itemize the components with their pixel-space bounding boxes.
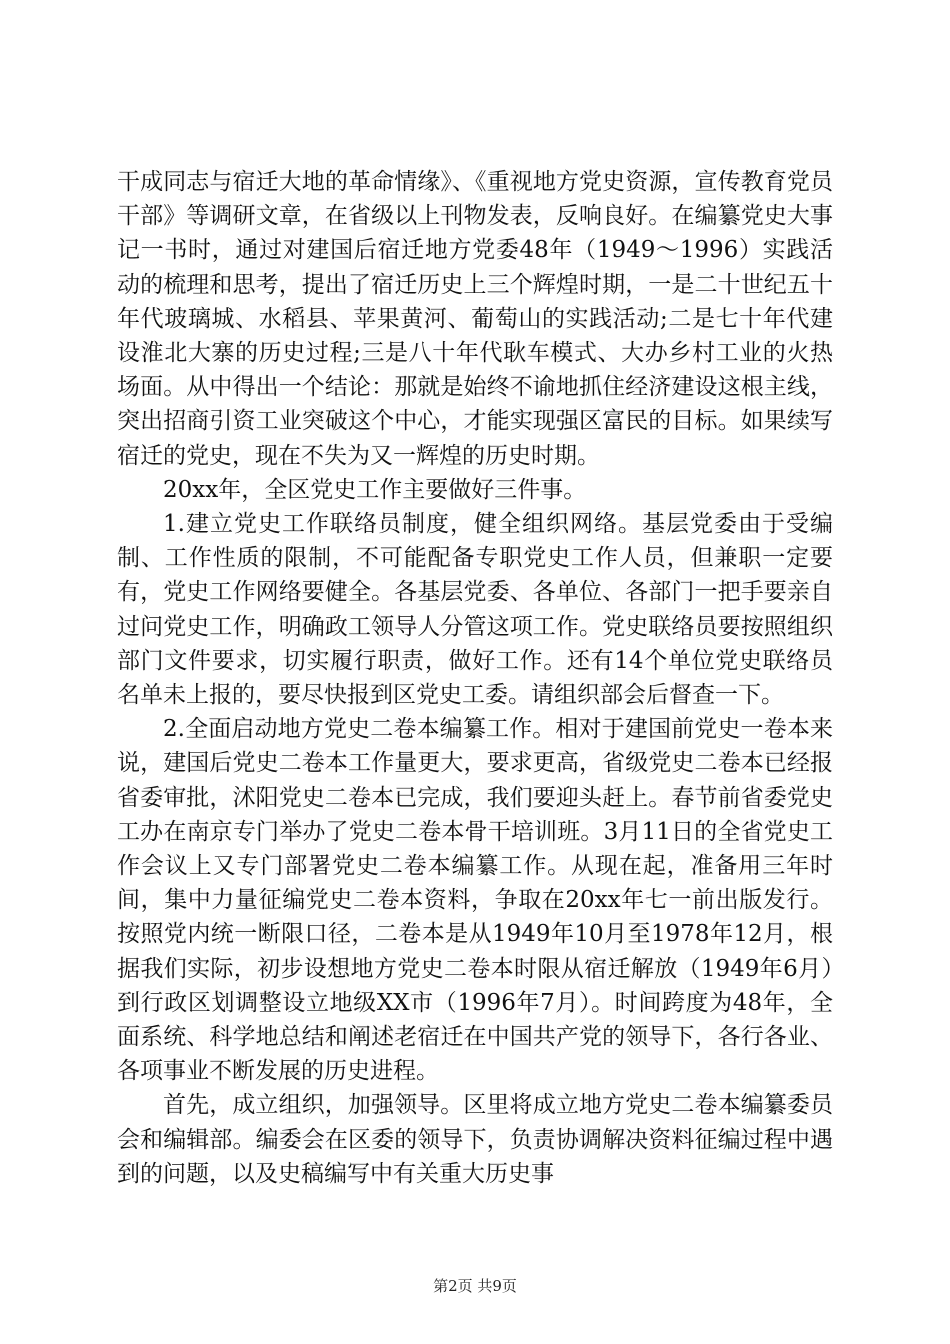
paragraph-first: 首先，成立组织，加强领导。区里将成立地方党史二卷本编纂委员会和编辑部。编委会在区委的领导下，负责协调解决资料征编过程中遇到的问题，以及史稿编写中有关重大历史事 — [117, 1092, 833, 1187]
paragraph-item-2: 2.全面启动地方党史二卷本编纂工作。相对于建国前党史一卷本来说，建国后党史二卷本工作量更大，要求更高，省级党史二卷本已经报省委审批，沭阳党史二卷本已完成，我们要迎头赶上。春节前省委党史工办在南京专门举办了党史二卷本骨干培训班。3月11日的全省党史工作会议上又专门部署党史二卷本编纂工作。从现在起，准备用三年时间，集中力量征编党史二卷本资料，争取在20xx年七一前出版发行。按照党内统一断限口径，二卷本是从1949年10月至1978年12月，根据我们实际，初步设想地方党史二卷本时限从宿迁解放（1949年6月）到行政区划调整设立地级XX市（1996年7月）。时间跨度为48年，全面系统、科学地总结和阐述老宿迁在中国共产党的领导下，各行各业、各项事业不断发展的历史进程。 — [117, 716, 833, 1085]
paragraph-continuation: 干成同志与宿迁大地的革命情缘》、《重视地方党史资源，宣传教育党员干部》等调研文章，在省级以上刊物发表，反响良好。在编纂党史大事记一书时，通过对建国后宿迁地方党委48年（1949～1996）实践活动的梳理和思考，提出了宿迁历史上三个辉煌时期，一是二十世纪五十年代玻璃城、水稻县、苹果黄河、葡萄山的实践活动;二是七十年代建设淮北大寨的历史过程;三是八十年代耿车模式、大办乡村工业的火热场面。从中得出一个结论：那就是始终不谕地抓住经济建设这根主线，突出招商引资工业突破这个中心，才能实现强区富民的目标。如果续写宿迁的党史，现在不失为又一辉煌的历史时期。 — [117, 169, 833, 469]
paragraph-summary: 20xx年，全区党史工作主要做好三件事。 — [163, 476, 587, 503]
document-body — [117, 165, 833, 1191]
paragraph-item-1: 1.建立党史工作联络员制度，健全组织网络。基层党委由于受编制、工作性质的限制，不可能配备专职党史工作人员，但兼职一定要有，党史工作网络要健全。各基层党委、各单位、各部门一把手要亲自过问党史工作，明确政工领导人分管这项工作。党史联络员要按照组织部门文件要求，切实履行职责，做好工作。还有14个单位党史联络员名单未上报的，要尽快报到区党史工委。请组织部会后督查一下。 — [117, 511, 833, 709]
page-footer: 第2页 共9页 — [433, 1277, 517, 1295]
